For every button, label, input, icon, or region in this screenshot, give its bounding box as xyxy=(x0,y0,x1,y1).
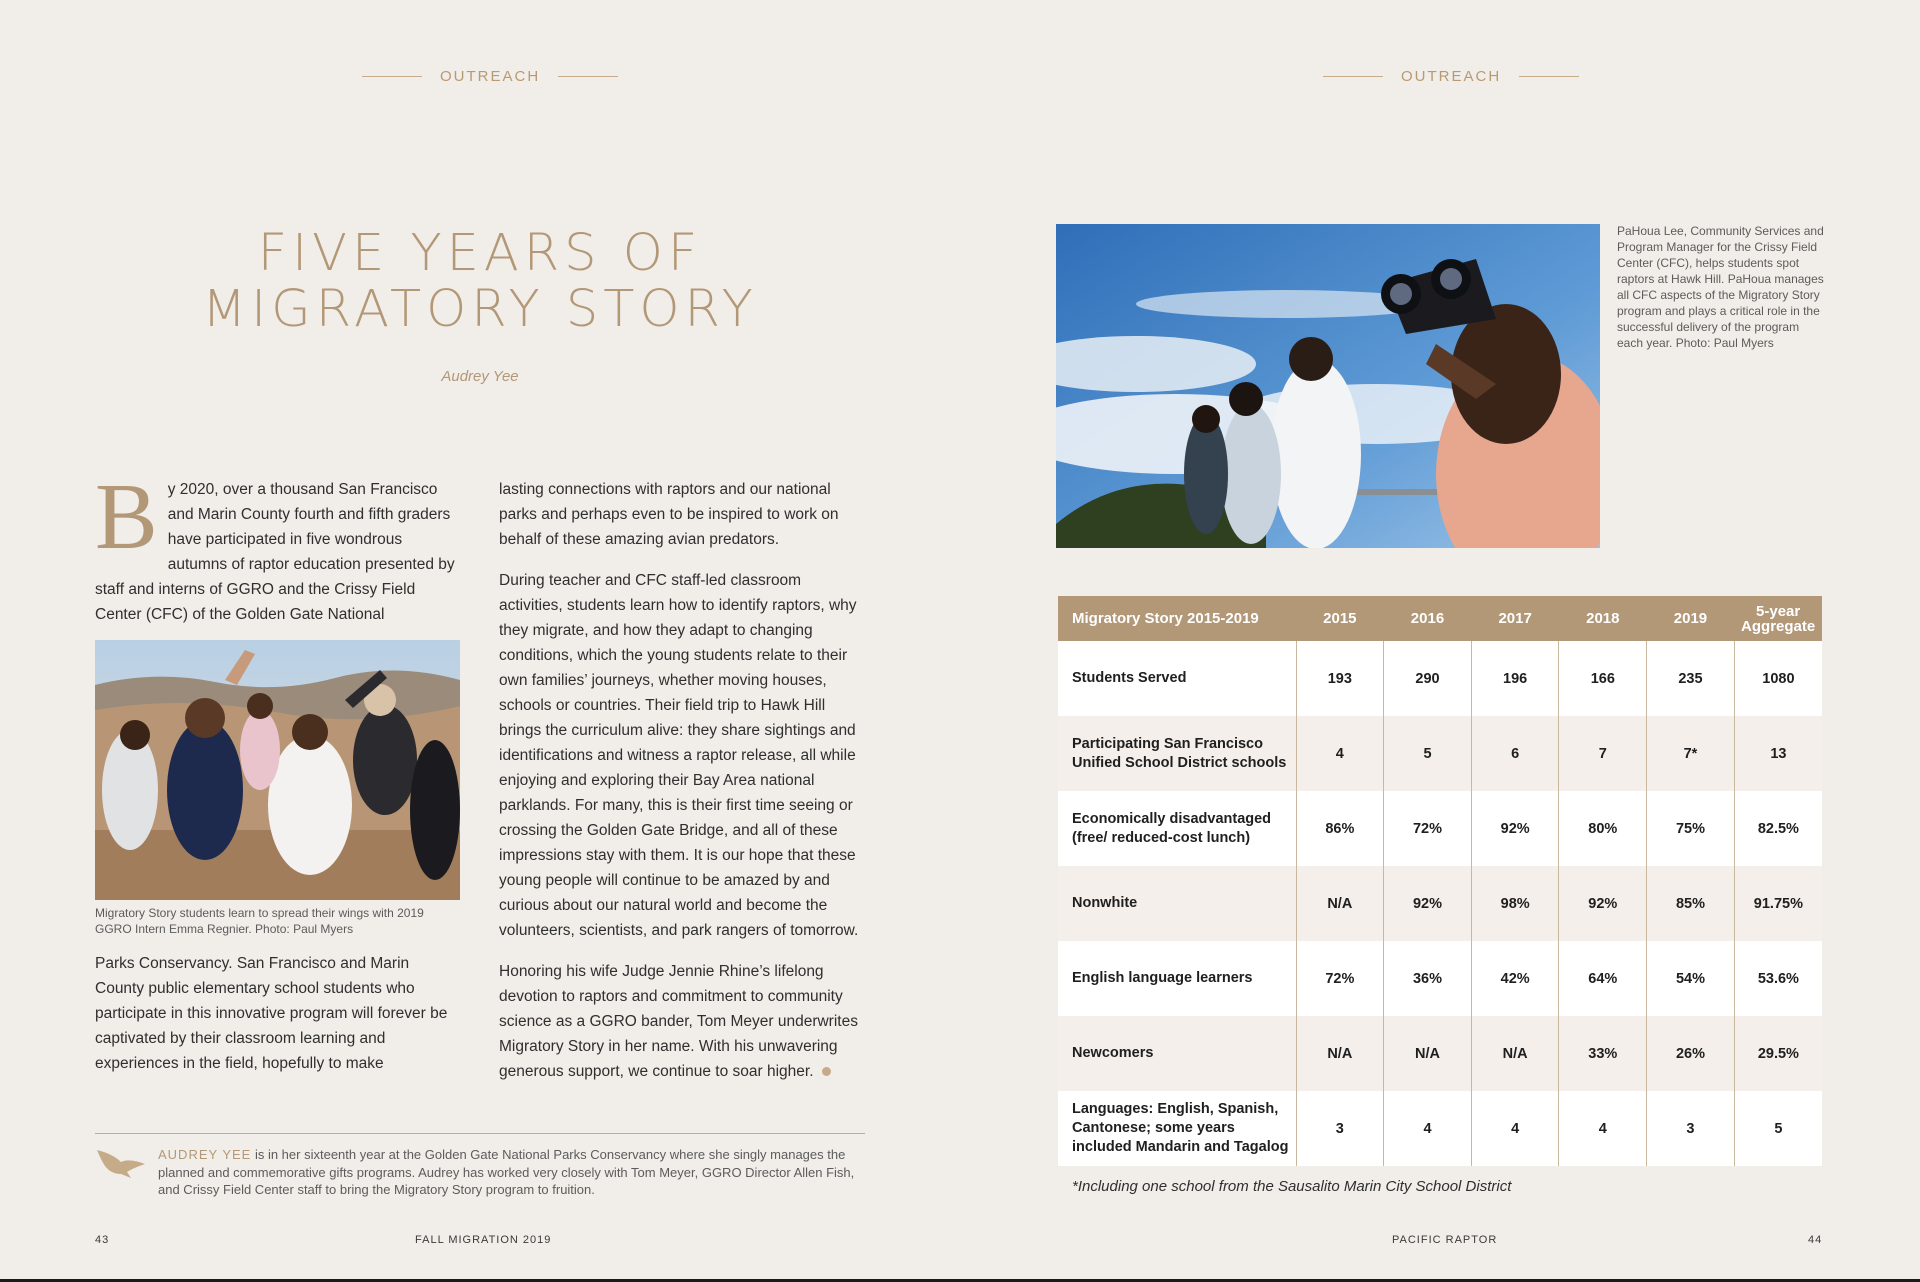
table-cell: 4 xyxy=(1384,1091,1472,1166)
paragraph-2: During teacher and CFC staff-led classroom activities, students learn how to identify raptors, why they migrate, and how they adapt to changing conditions, which the young students relate to their own families’ journeys, whether moving houses, schools or countries. Their field trip to Hawk Hill brings the curriculum alive: they share sightings and identifications and witness a raptor release, all while enjoying and exploring their Bay Area national parklands. For many, this is their first time seeing or crossing the Golden Gate Bridge, and all of these impressions stay with them. It is our hope that these young people will continue to be amazed by and curious about our natural world and become the volunteers, scientists, and park rangers of tomorrow. xyxy=(499,572,859,939)
table-row xyxy=(1058,1091,1822,1166)
drop-cap: B xyxy=(95,465,158,569)
column-1-continued: Parks Conservancy. San Francisco and Marin County public elementary school students who participate in this innovative program will forever be captivated by their classroom learning and experiences in the field, hopefully to make xyxy=(95,955,448,1072)
table-cell: 3 xyxy=(1296,1091,1384,1166)
table-cell: 29.5% xyxy=(1734,1016,1822,1091)
table-cell: 166 xyxy=(1559,641,1647,716)
table-cell: 5 xyxy=(1384,716,1472,791)
table-cell: 92% xyxy=(1471,791,1559,866)
table-cell: 82.5% xyxy=(1734,791,1822,866)
table-header: Migratory Story 2015-2019 xyxy=(1058,596,1296,641)
migratory-story-table xyxy=(1058,596,1822,1166)
title-line-2: MIGRATORY STORY xyxy=(202,280,758,339)
section-header-right xyxy=(1323,68,1579,85)
binoculars-photo-illustration xyxy=(1056,224,1600,548)
table-cell: 13 xyxy=(1734,716,1822,791)
table-cell: N/A xyxy=(1296,866,1384,941)
section-label: OUTREACH xyxy=(440,68,541,85)
section-header-left xyxy=(362,68,618,85)
column-2 xyxy=(499,477,869,1100)
page-number-left: 43 xyxy=(95,1234,110,1246)
table-header-row xyxy=(1058,596,1822,641)
table-cell: 98% xyxy=(1471,866,1559,941)
table-header: 2016 xyxy=(1384,596,1472,641)
table-cell: 75% xyxy=(1647,791,1735,866)
header-rule-right xyxy=(1519,76,1579,77)
table-cell: 80% xyxy=(1559,791,1647,866)
section-label: OUTREACH xyxy=(1401,68,1502,85)
table-cell: 193 xyxy=(1296,641,1384,716)
hawk-logo-icon xyxy=(95,1144,147,1180)
table-row xyxy=(1058,866,1822,941)
table-cell: 290 xyxy=(1384,641,1472,716)
binoculars-photo xyxy=(1056,224,1600,548)
table-cell: N/A xyxy=(1384,1016,1472,1091)
table-header: 2018 xyxy=(1559,596,1647,641)
table-cell: 4 xyxy=(1471,1091,1559,1166)
students-photo-caption: Migratory Story students learn to spread their wings with 2019 GGRO Intern Emma Regnier. Photo: Paul Myers xyxy=(95,906,424,936)
table-cell: 33% xyxy=(1559,1016,1647,1091)
bio-text: is in her sixteenth year at the Golden Gate National Parks Conservancy where she singly manages the planned and commemorative gifts programs. Audrey has worked very closely with Tom Meyer, GGRO Director Allen Fish, and Crissy Field Center staff to bring the Migratory Story program to fruition. xyxy=(158,1147,855,1197)
table-row xyxy=(1058,791,1822,866)
header-rule-left xyxy=(1323,76,1383,77)
header-rule-right xyxy=(558,76,618,77)
table-header: 2017 xyxy=(1471,596,1559,641)
paragraph-3 xyxy=(499,959,869,1084)
row-label: Newcomers xyxy=(1058,1016,1296,1091)
row-label: Languages: English, Spanish, Cantonese; some years included Mandarin and Tagalog xyxy=(1058,1091,1296,1166)
table-cell: 4 xyxy=(1296,716,1384,791)
table-row xyxy=(1058,716,1822,791)
bio-author-name: AUDREY YEE xyxy=(158,1147,252,1162)
table-header: 2015 xyxy=(1296,596,1384,641)
table-cell: 72% xyxy=(1296,941,1384,1016)
table-row xyxy=(1058,941,1822,1016)
paragraph-1: lasting connections with raptors and our national parks and perhaps even to be inspired to work on behalf of these amazing avian predators. xyxy=(499,481,839,548)
header-rule-left xyxy=(362,76,422,77)
issue-label-right: PACIFIC RAPTOR xyxy=(1392,1234,1498,1246)
table-cell: 7* xyxy=(1647,716,1735,791)
table-row xyxy=(1058,641,1822,716)
students-photo-illustration xyxy=(95,640,460,900)
author-byline: Audrey Yee xyxy=(441,368,519,385)
table-footnote: *Including one school from the Sausalito Marin City School District xyxy=(1072,1178,1512,1195)
students-wings-photo xyxy=(95,640,460,900)
table-cell: 4 xyxy=(1559,1091,1647,1166)
page-number-right: 44 xyxy=(1808,1234,1823,1246)
bio-divider xyxy=(95,1133,865,1134)
table-cell: 1080 xyxy=(1734,641,1822,716)
table-cell: 26% xyxy=(1647,1016,1735,1091)
table-cell: 5 xyxy=(1734,1091,1822,1166)
table-cell: 92% xyxy=(1559,866,1647,941)
table-cell: 42% xyxy=(1471,941,1559,1016)
table-cell: 36% xyxy=(1384,941,1472,1016)
row-label: Economically disadvantaged (free/ reduced-cost lunch) xyxy=(1058,791,1296,866)
table-header: 5-year Aggregate xyxy=(1734,596,1822,641)
table-cell: 235 xyxy=(1647,641,1735,716)
table-cell: N/A xyxy=(1296,1016,1384,1091)
table-row xyxy=(1058,1016,1822,1091)
table-header: 2019 xyxy=(1647,596,1735,641)
table-cell: 53.6% xyxy=(1734,941,1822,1016)
table-cell: N/A xyxy=(1471,1016,1559,1091)
row-label: English language learners xyxy=(1058,941,1296,1016)
row-label: Participating San Francisco Unified School District schools xyxy=(1058,716,1296,791)
title-line-1: FIVE YEARS OF xyxy=(257,224,703,283)
column-1-intro xyxy=(95,465,455,627)
table-cell: 91.75% xyxy=(1734,866,1822,941)
table-cell: 3 xyxy=(1647,1091,1735,1166)
paragraph-3-text: Honoring his wife Judge Jennie Rhine’s lifelong devotion to raptors and commitment to community science as a GGRO bander, Tom Meyer underwrites Migratory Story in her name. With his unwavering generous support, we continue to soar higher. xyxy=(499,963,858,1080)
table-cell: 64% xyxy=(1559,941,1647,1016)
table-cell: 86% xyxy=(1296,791,1384,866)
intro-paragraph: y 2020, over a thousand San Francisco and Marin County fourth and fifth graders have participated in five wondrous autumns of raptor education presented by staff and interns of GGRO and the Crissy Field Center (CFC) of the Golden Gate National xyxy=(95,481,455,623)
table-cell: 85% xyxy=(1647,866,1735,941)
table-cell: 72% xyxy=(1384,791,1472,866)
table-cell: 7 xyxy=(1559,716,1647,791)
table-cell: 6 xyxy=(1471,716,1559,791)
row-label: Nonwhite xyxy=(1058,866,1296,941)
binoculars-photo-caption: PaHoua Lee, Community Services and Program Manager for the Crissy Field Center (CFC), helps students spot raptors at Hawk Hill. PaHoua manages all CFC aspects of the Migratory Story program and plays a critical role in the successful delivery of the program each year. Photo: Paul Myers xyxy=(1617,224,1824,350)
table-cell: 196 xyxy=(1471,641,1559,716)
issue-label-left: FALL MIGRATION 2019 xyxy=(415,1234,552,1246)
row-label: Students Served xyxy=(1058,641,1296,716)
table-cell: 54% xyxy=(1647,941,1735,1016)
table-cell: 92% xyxy=(1384,866,1472,941)
hawk-silhouette xyxy=(95,1144,147,1180)
author-bio xyxy=(158,1146,868,1199)
article-title xyxy=(180,226,780,338)
end-mark-icon xyxy=(822,1067,831,1076)
